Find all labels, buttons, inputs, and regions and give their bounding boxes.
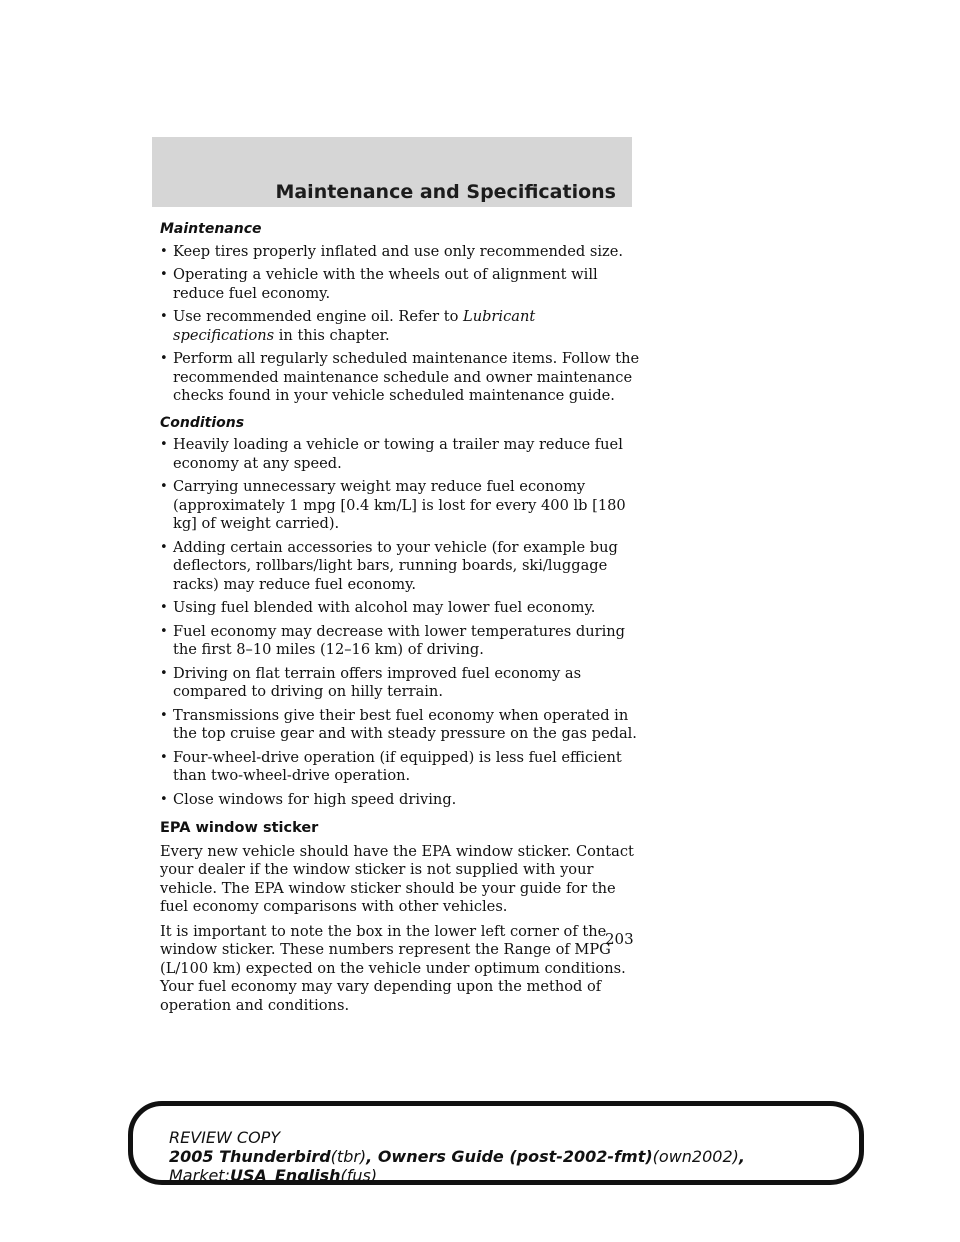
footer-market-code: (fus) <box>340 1166 378 1185</box>
review-copy-label: REVIEW COPY <box>169 1128 281 1147</box>
epa-paragraph-2: It is important to note the box in the lower left corner of the window sticker. These numbers represent the Range of MPG (L/100 km) expected on the vehicle under optimum conditions. Your fuel economy may vary depending upon the method of operation and conditions. <box>160 922 626 1014</box>
footer-market: USA_English <box>229 1166 341 1185</box>
footer-text <box>169 1128 745 1185</box>
section-header-band <box>152 137 632 207</box>
review-copy-footer <box>128 1101 864 1185</box>
maintenance-list <box>160 243 640 406</box>
bullet-icon: • <box>160 665 168 681</box>
bullet-icon: • <box>160 351 168 366</box>
list-item <box>160 539 640 595</box>
bullet-icon: • <box>160 623 168 639</box>
list-item <box>160 707 640 744</box>
list-item-text: Adding certain accessories to your vehicle (for example bug deflectors, rollbars/light bars, running boards, ski/luggage racks) may reduce fuel economy. <box>173 538 618 593</box>
page-content <box>160 220 640 1021</box>
epa-sticker-heading: EPA window sticker <box>160 820 319 836</box>
list-item <box>160 243 640 262</box>
list-item-text: Driving on flat terrain offers improved fuel economy as compared to driving on hilly terrain. <box>173 664 582 700</box>
lubricant-specifications-reference: Lubricant specifications <box>173 308 536 344</box>
list-item <box>160 478 640 534</box>
bullet-icon: • <box>160 600 168 615</box>
bullet-icon: • <box>160 437 168 452</box>
bullet-icon: • <box>160 749 168 765</box>
bullet-icon: • <box>160 267 168 282</box>
page-number: 203 <box>605 930 634 948</box>
footer-guide-code: (own2002) <box>652 1147 739 1166</box>
footer-comma: , <box>738 1147 745 1166</box>
list-item-text: Fuel economy may decrease with lower temperatures during the first 8–10 miles (12–16 km) of driving. <box>173 622 626 658</box>
list-item <box>160 308 640 345</box>
list-item-text-after: in this chapter. <box>278 326 390 344</box>
list-item <box>160 665 640 702</box>
epa-paragraph-1: Every new vehicle should have the EPA window sticker. Contact your dealer if the window sticker is not supplied with your vehicle. The EPA window sticker should be your guide for the fuel economy comparisons with other vehicles. <box>160 842 634 915</box>
list-item <box>160 791 640 810</box>
list-item-text: Operating a vehicle with the wheels out of alignment will reduce fuel economy. <box>173 266 598 302</box>
list-item-text-before: Use recommended engine oil. Refer to <box>173 308 459 325</box>
list-item <box>160 749 640 786</box>
section-title: Maintenance and Specifications <box>275 181 616 203</box>
list-item <box>160 599 640 618</box>
footer-guide: , Owners Guide (post-2002-fmt) <box>366 1147 653 1166</box>
list-item-text: Transmissions give their best fuel economy when operated in the top cruise gear and with steady pressure on the gas pedal. <box>173 706 637 742</box>
list-item <box>160 266 640 303</box>
footer-market-label: Market: <box>169 1166 230 1185</box>
conditions-heading: Conditions <box>160 414 245 431</box>
bullet-icon: • <box>160 707 168 723</box>
bullet-icon: • <box>160 791 168 807</box>
list-item-text: Carrying unnecessary weight may reduce fuel economy (approximately 1 mpg [0.4 km/L] is lost for every 400 lb [180 kg] of weight carried). <box>173 478 626 532</box>
list-item <box>160 623 640 660</box>
bullet-icon: • <box>160 309 168 324</box>
bullet-icon: • <box>160 479 168 494</box>
list-item <box>160 436 640 473</box>
conditions-list <box>160 436 640 809</box>
bullet-icon: • <box>160 539 168 555</box>
footer-model: 2005 Thunderbird <box>169 1147 331 1166</box>
list-item-text: Using fuel blended with alcohol may lower fuel economy. <box>173 599 596 616</box>
footer-model-code: (tbr) <box>330 1147 367 1166</box>
list-item-text: Keep tires properly inflated and use only recommended size. <box>173 242 623 260</box>
list-item <box>160 350 640 406</box>
list-item-text: Four-wheel-drive operation (if equipped) is less fuel efficient than two-wheel-drive operation. <box>173 748 622 784</box>
list-item-text: Perform all regularly scheduled maintenance items. Follow the recommended maintenance schedule and owner maintenance checks found in your vehicle scheduled maintenance guide. <box>173 350 640 404</box>
list-item-text: Close windows for high speed driving. <box>173 790 457 808</box>
maintenance-heading: Maintenance <box>160 221 262 237</box>
bullet-icon: • <box>160 243 168 259</box>
list-item-text: Heavily loading a vehicle or towing a trailer may reduce fuel economy at any speed. <box>173 436 623 472</box>
